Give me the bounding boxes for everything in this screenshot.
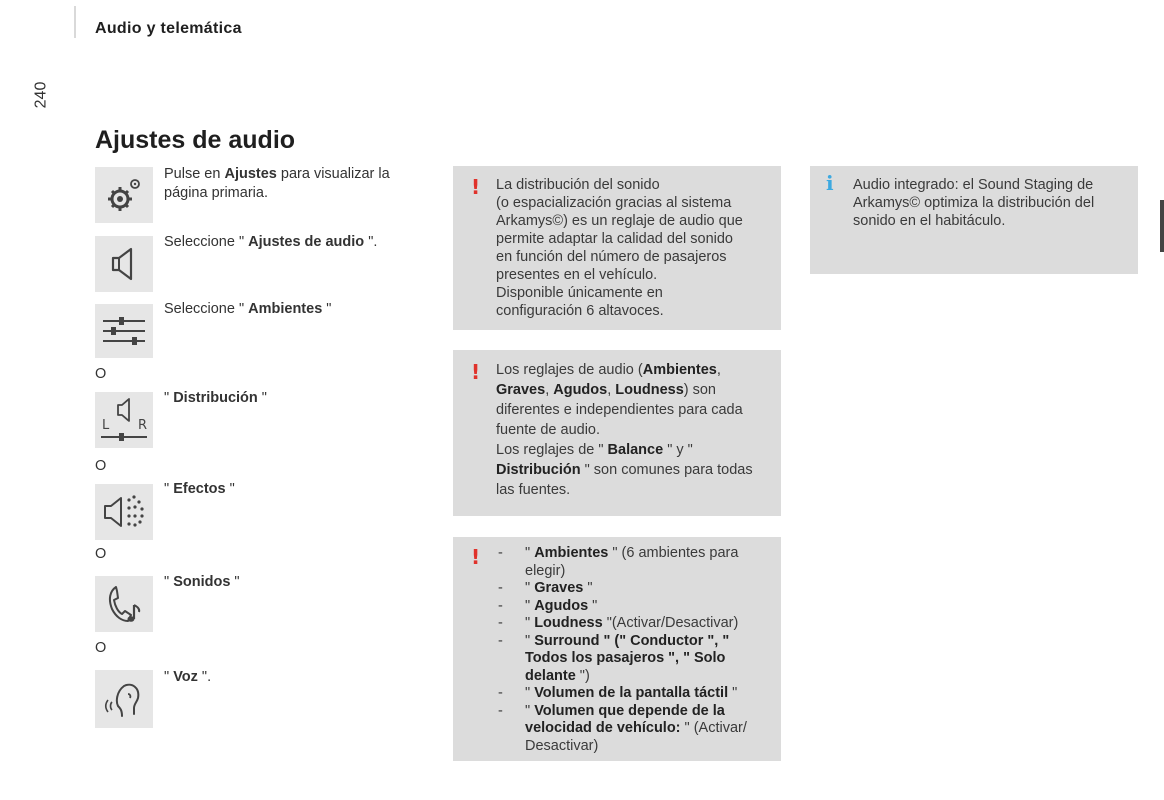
step-text-ambiences: Seleccione " Ambientes " <box>164 301 332 317</box>
step-text-distribution: " Distribución " <box>164 390 267 406</box>
or-label: O <box>95 640 107 656</box>
list-item: - " Volumen que depende de la velocidad de vehículo: " (Activar/ Desactivar) <box>496 703 765 756</box>
or-label: O <box>95 366 107 382</box>
note-line: Disponible únicamente en <box>496 285 663 301</box>
distribution-warning-note <box>453 166 781 330</box>
info-icon: i <box>826 171 834 195</box>
note-paragraph: Los reglajes de " Balance " y " Distribución " son comunes para todas las fuentes. <box>496 442 753 498</box>
voice-icon <box>95 670 153 728</box>
step-text-voice: " Voz ". <box>164 669 212 685</box>
note-line: configuración 6 altavoces. <box>496 303 664 319</box>
audio-options-warning-note <box>453 537 781 761</box>
list-item: - " Volumen de la pantalla táctil " <box>496 685 765 703</box>
list-item: - " Loudness "(Activar/Desactivar) <box>496 615 765 633</box>
header-divider <box>74 6 76 38</box>
warning-icon: ! <box>471 545 481 569</box>
phone-music-icon <box>95 576 153 632</box>
speaker-icon <box>95 236 153 292</box>
step-text-settings: Pulse en Ajustes para visualizar la página primaria. <box>164 166 390 201</box>
step-text-sounds: " Sonidos " <box>164 574 240 590</box>
settings-gears-icon <box>95 167 153 223</box>
or-label: O <box>95 546 107 562</box>
list-item: - " Graves " <box>496 580 765 598</box>
step-text-audio-settings: Seleccione " Ajustes de audio ". <box>164 234 378 250</box>
note-line: La distribución del sonido <box>496 177 660 193</box>
equalizer-sliders-icon <box>95 304 153 358</box>
warning-icon: ! <box>471 360 481 384</box>
or-label: O <box>95 458 107 474</box>
step-text-effects: " Efectos " <box>164 481 235 497</box>
page-edge-mark <box>1160 200 1164 252</box>
list-item: - " Ambientes " (6 ambientes para elegir) <box>496 545 765 580</box>
balance-distribution-icon <box>95 392 153 448</box>
note-paragraph: Los reglajes de audio (Ambientes, Graves, Agudos, Loudness) son diferentes e independientes para cada fuente de audio. <box>496 362 743 438</box>
info-text: Audio integrado: el Sound Staging de Arkamys© optimiza la distribución del sonido en el habitáculo. <box>853 177 1095 229</box>
list-item: - " Surround " (" Conductor ", " Todos los pasajeros ", " Solo delante ") <box>496 633 765 686</box>
list-item: - " Agudos " <box>496 598 765 616</box>
page-title: Ajustes de audio <box>95 126 296 154</box>
note-line: en función del número de pasajeros <box>496 249 727 265</box>
note-line: Arkamys©) es un reglaje de audio que <box>496 213 743 229</box>
note-line: permite adaptar la calidad del sonido <box>496 231 733 247</box>
section-title: Audio y telemática <box>95 20 242 37</box>
audio-settings-warning-note <box>453 350 781 516</box>
right-channel-label: R <box>138 418 148 433</box>
page-number <box>30 78 56 112</box>
note-line: (o espacialización gracias al sistema <box>496 195 732 211</box>
left-channel-label: L <box>102 418 110 433</box>
page-number-text: 240 <box>32 81 50 109</box>
info-note <box>810 166 1138 274</box>
warning-icon: ! <box>471 175 481 199</box>
speaker-effects-icon <box>95 484 153 540</box>
note-line: presentes en el vehículo. <box>496 267 658 283</box>
